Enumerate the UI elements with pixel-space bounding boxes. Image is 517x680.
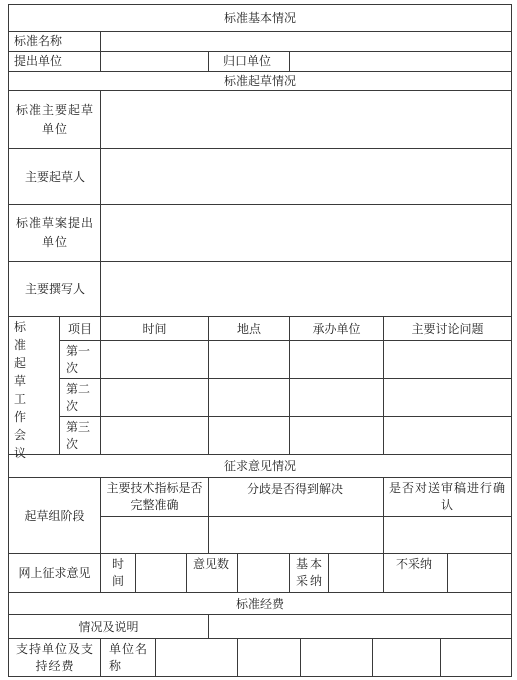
input-support-units[interactable] <box>156 639 511 676</box>
label-desc: 情况及说明 <box>78 619 139 634</box>
section-title-drafting: 标准起草情况 <box>223 74 296 88</box>
label-proposer: 提出单位 <box>14 54 63 68</box>
input-proposal-org[interactable] <box>101 205 511 261</box>
label-support: 支持单位及支持经费 <box>15 641 94 673</box>
rule <box>208 51 209 72</box>
rule <box>100 553 101 593</box>
rule <box>8 676 512 677</box>
input-owner[interactable] <box>290 52 511 71</box>
input-funding-desc[interactable] <box>209 615 511 638</box>
label-online: 网上征求意见 <box>18 566 91 580</box>
input-main-org[interactable] <box>101 91 511 148</box>
label-main-org: 标准主要起草单位 <box>15 102 94 136</box>
label-std-name: 标准名称 <box>14 34 63 48</box>
label-stage: 起草组阶段 <box>24 508 85 523</box>
label-time: 时间 <box>112 557 125 588</box>
label-count: 意见数 <box>193 557 230 571</box>
label-main-writer: 主要撰写人 <box>24 282 85 296</box>
label-q1: 主要技术指标是否完整准确 <box>106 481 203 512</box>
label-rejected: 不采纳 <box>396 557 433 571</box>
rule <box>100 638 101 677</box>
label-q3: 是否对送审稿进行确认 <box>388 481 506 512</box>
header-place: 地点 <box>236 321 261 336</box>
header-time: 时间 <box>142 321 167 336</box>
input-stage-answers[interactable] <box>101 517 511 553</box>
input-main-person[interactable] <box>101 149 511 204</box>
label-adopted: 基本采纳 <box>296 557 325 588</box>
input-std-name[interactable] <box>101 32 511 51</box>
label-main-person: 主要起草人 <box>24 169 85 184</box>
label-unit-name: 单位名称 <box>109 642 149 673</box>
header-host: 承办单位 <box>312 321 361 336</box>
input-online-time[interactable] <box>136 554 186 592</box>
input-main-writer[interactable] <box>101 262 511 316</box>
input-online-count[interactable] <box>238 554 289 592</box>
meeting-row-2: 第二次 <box>66 382 91 413</box>
input-meetings-grid[interactable] <box>101 341 511 454</box>
input-online-rejected[interactable] <box>448 554 511 592</box>
rule <box>383 553 384 593</box>
meeting-row-3: 第三次 <box>66 420 91 451</box>
header-issues: 主要讨论问题 <box>411 321 484 336</box>
label-q2: 分歧是否得到解决 <box>247 482 344 496</box>
input-proposer[interactable] <box>101 52 208 71</box>
section-title-funding: 标准经费 <box>235 596 284 611</box>
rule <box>186 553 187 593</box>
section-title-basic: 标准基本情况 <box>223 11 296 25</box>
label-owner: 归口单位 <box>223 54 272 68</box>
label-proposal-org: 标准草案提出单位 <box>15 216 94 249</box>
header-item: 项目 <box>67 321 92 336</box>
rule <box>289 553 290 593</box>
label-meetings: 标准起草工作会议 <box>14 320 36 460</box>
section-title-solicit: 征求意见情况 <box>223 459 296 473</box>
meeting-row-1: 第一次 <box>66 344 91 375</box>
input-online-adopted[interactable] <box>329 554 383 592</box>
rule <box>511 4 512 677</box>
